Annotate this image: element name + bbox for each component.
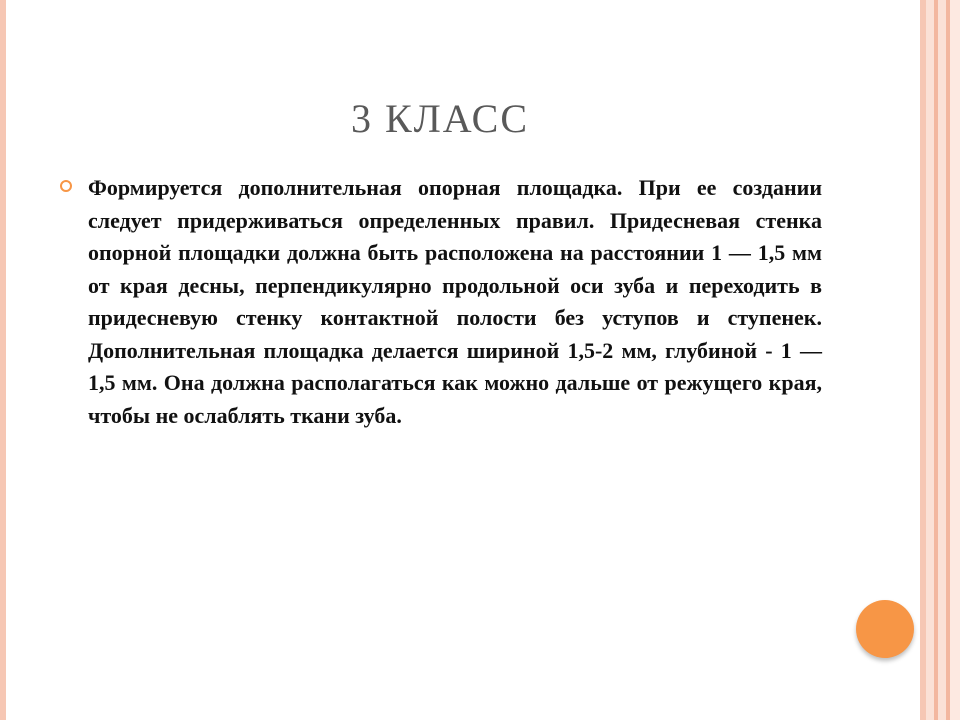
bullet-icon [60,180,72,192]
decorative-stripe [926,0,934,720]
slide-body-text: Формируется дополнительная опорная площадка. При ее создании следует придерживаться определенных правил. Придесневая стенка опорной площадки должна быть расположена на расстоянии 1 — 1,5 мм от края десны, перпендикулярно продольной оси зуба и переходить в придесневую стенку контактной полости без уступов и ступенек. Дополнительная площадка делается шириной 1,5-2 мм, глубиной - 1 — 1,5 мм. Она должна располагаться как можно дальше от режущего края, чтобы не ослаблять ткани зуба. [88,175,822,428]
slide-title: 3 КЛАСС [350,96,530,141]
decorative-stripe [950,0,960,720]
orange-circle-icon [856,600,914,658]
decorative-stripe [938,0,946,720]
